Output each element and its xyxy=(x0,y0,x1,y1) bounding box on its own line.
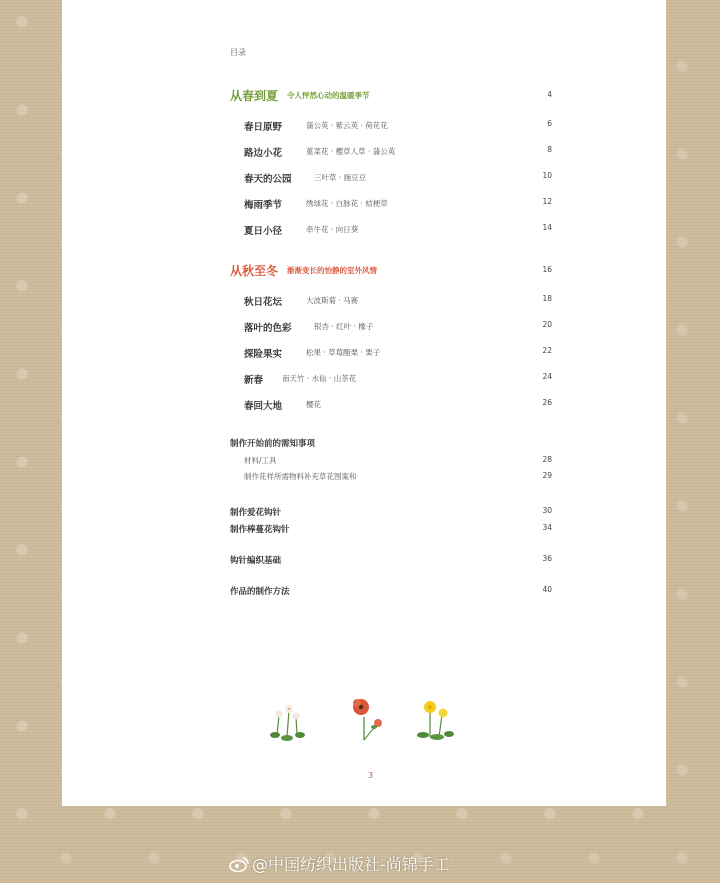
toc-row[interactable] xyxy=(244,223,552,239)
section-title: 从春到夏 xyxy=(230,89,279,103)
chapter-title: 钩针编织基础 xyxy=(230,556,282,566)
prep-item-text: 制作花样所需物料补充草花图案和 xyxy=(244,472,357,481)
watermark-text: @中国纺织出版社-尚锦手工 xyxy=(252,855,450,874)
toc-row[interactable] xyxy=(244,372,552,388)
toc-row[interactable] xyxy=(244,294,552,310)
item-page: 6 xyxy=(547,119,552,128)
item-title: 春日原野 xyxy=(244,122,283,133)
item-title: 路边小花 xyxy=(244,148,283,159)
yellow-dandelion-icon xyxy=(417,701,454,740)
chapter-title: 制作棒蔓花钩针 xyxy=(230,525,290,535)
chapter-page: 40 xyxy=(542,585,552,594)
item-page: 22 xyxy=(542,346,552,355)
chapter-page: 34 xyxy=(542,523,552,532)
watermark xyxy=(228,852,450,875)
item-title: 夏日小径 xyxy=(244,226,283,237)
item-page: 26 xyxy=(542,398,552,407)
prep-item[interactable] xyxy=(230,471,552,485)
book-page xyxy=(62,0,666,806)
chapter-page: 30 xyxy=(542,506,552,515)
prep-item[interactable] xyxy=(230,455,552,469)
section-subtitle: 令人怦然心动的温暖季节 xyxy=(287,91,370,100)
toc-row[interactable] xyxy=(244,197,552,213)
prep-item-page: 28 xyxy=(542,455,552,464)
prep-item-page: 29 xyxy=(542,471,552,480)
toc-row[interactable] xyxy=(244,346,552,362)
section-subtitle: 渐渐变长的怡静的室外风情 xyxy=(287,266,377,275)
item-title: 新春 xyxy=(244,375,264,386)
chapter-title: 作品的制作方法 xyxy=(230,587,290,597)
prep-title: 制作开始前的需知事项 xyxy=(230,439,316,449)
item-page: 8 xyxy=(547,145,552,154)
item-subtitle: 南天竹 · 水仙 · 山茶花 xyxy=(282,374,357,383)
item-page: 20 xyxy=(542,320,552,329)
item-title: 探险果实 xyxy=(244,349,283,360)
page-number: 3 xyxy=(368,771,374,780)
item-title: 梅雨季节 xyxy=(244,200,283,211)
chapter-page: 36 xyxy=(542,554,552,563)
chapter-row[interactable] xyxy=(230,523,552,537)
flower-illustrations xyxy=(267,695,467,745)
section-page: 4 xyxy=(547,90,552,99)
section-title: 从秋至冬 xyxy=(230,264,279,278)
weibo-icon xyxy=(228,856,250,872)
item-subtitle: 樱花 xyxy=(306,400,321,409)
item-subtitle: 绣球花 · 白脉花 · 桔梗草 xyxy=(306,199,388,208)
section-heading xyxy=(230,87,552,107)
white-flowers-icon xyxy=(270,705,305,741)
item-title: 秋日花坛 xyxy=(244,297,283,308)
item-subtitle: 牵牛花 · 向日葵 xyxy=(306,225,359,234)
toc-row[interactable] xyxy=(244,171,552,187)
item-title: 春天的公园 xyxy=(244,174,292,185)
toc-row[interactable] xyxy=(244,145,552,161)
item-subtitle: 大波斯菊 · 马赛 xyxy=(306,296,359,305)
item-page: 24 xyxy=(542,372,552,381)
item-subtitle: 三叶草 · 豌豆豆 xyxy=(314,173,367,182)
item-subtitle: 松果 · 草莓醋栗 · 栗子 xyxy=(306,348,381,357)
item-page: 10 xyxy=(542,171,552,180)
prep-heading[interactable] xyxy=(230,437,552,451)
item-subtitle: 蒲公英 · 紫云英 · 荷花花 xyxy=(306,121,388,130)
section-heading xyxy=(230,262,552,282)
prep-item-text: 材料/工具 xyxy=(244,456,277,465)
toc-row[interactable] xyxy=(244,320,552,336)
toc-row[interactable] xyxy=(244,398,552,414)
item-page: 12 xyxy=(542,197,552,206)
item-subtitle: 银杏 · 红叶 · 橡子 xyxy=(314,322,374,331)
item-page: 14 xyxy=(542,223,552,232)
chapter-title: 制作爱花钩针 xyxy=(230,508,282,518)
item-title: 春回大地 xyxy=(244,401,283,412)
item-subtitle: 堇菜花 · 樱草人草 · 蒲公英 xyxy=(306,147,396,156)
section-page: 16 xyxy=(542,265,552,274)
red-poppy-icon xyxy=(353,699,382,740)
chapter-row[interactable] xyxy=(230,506,552,520)
toc-row[interactable] xyxy=(244,119,552,135)
item-title: 落叶的色彩 xyxy=(244,323,292,334)
toc-label: 目录 xyxy=(230,48,246,57)
item-page: 18 xyxy=(542,294,552,303)
chapter-row[interactable] xyxy=(230,585,552,599)
chapter-row[interactable] xyxy=(230,554,552,568)
